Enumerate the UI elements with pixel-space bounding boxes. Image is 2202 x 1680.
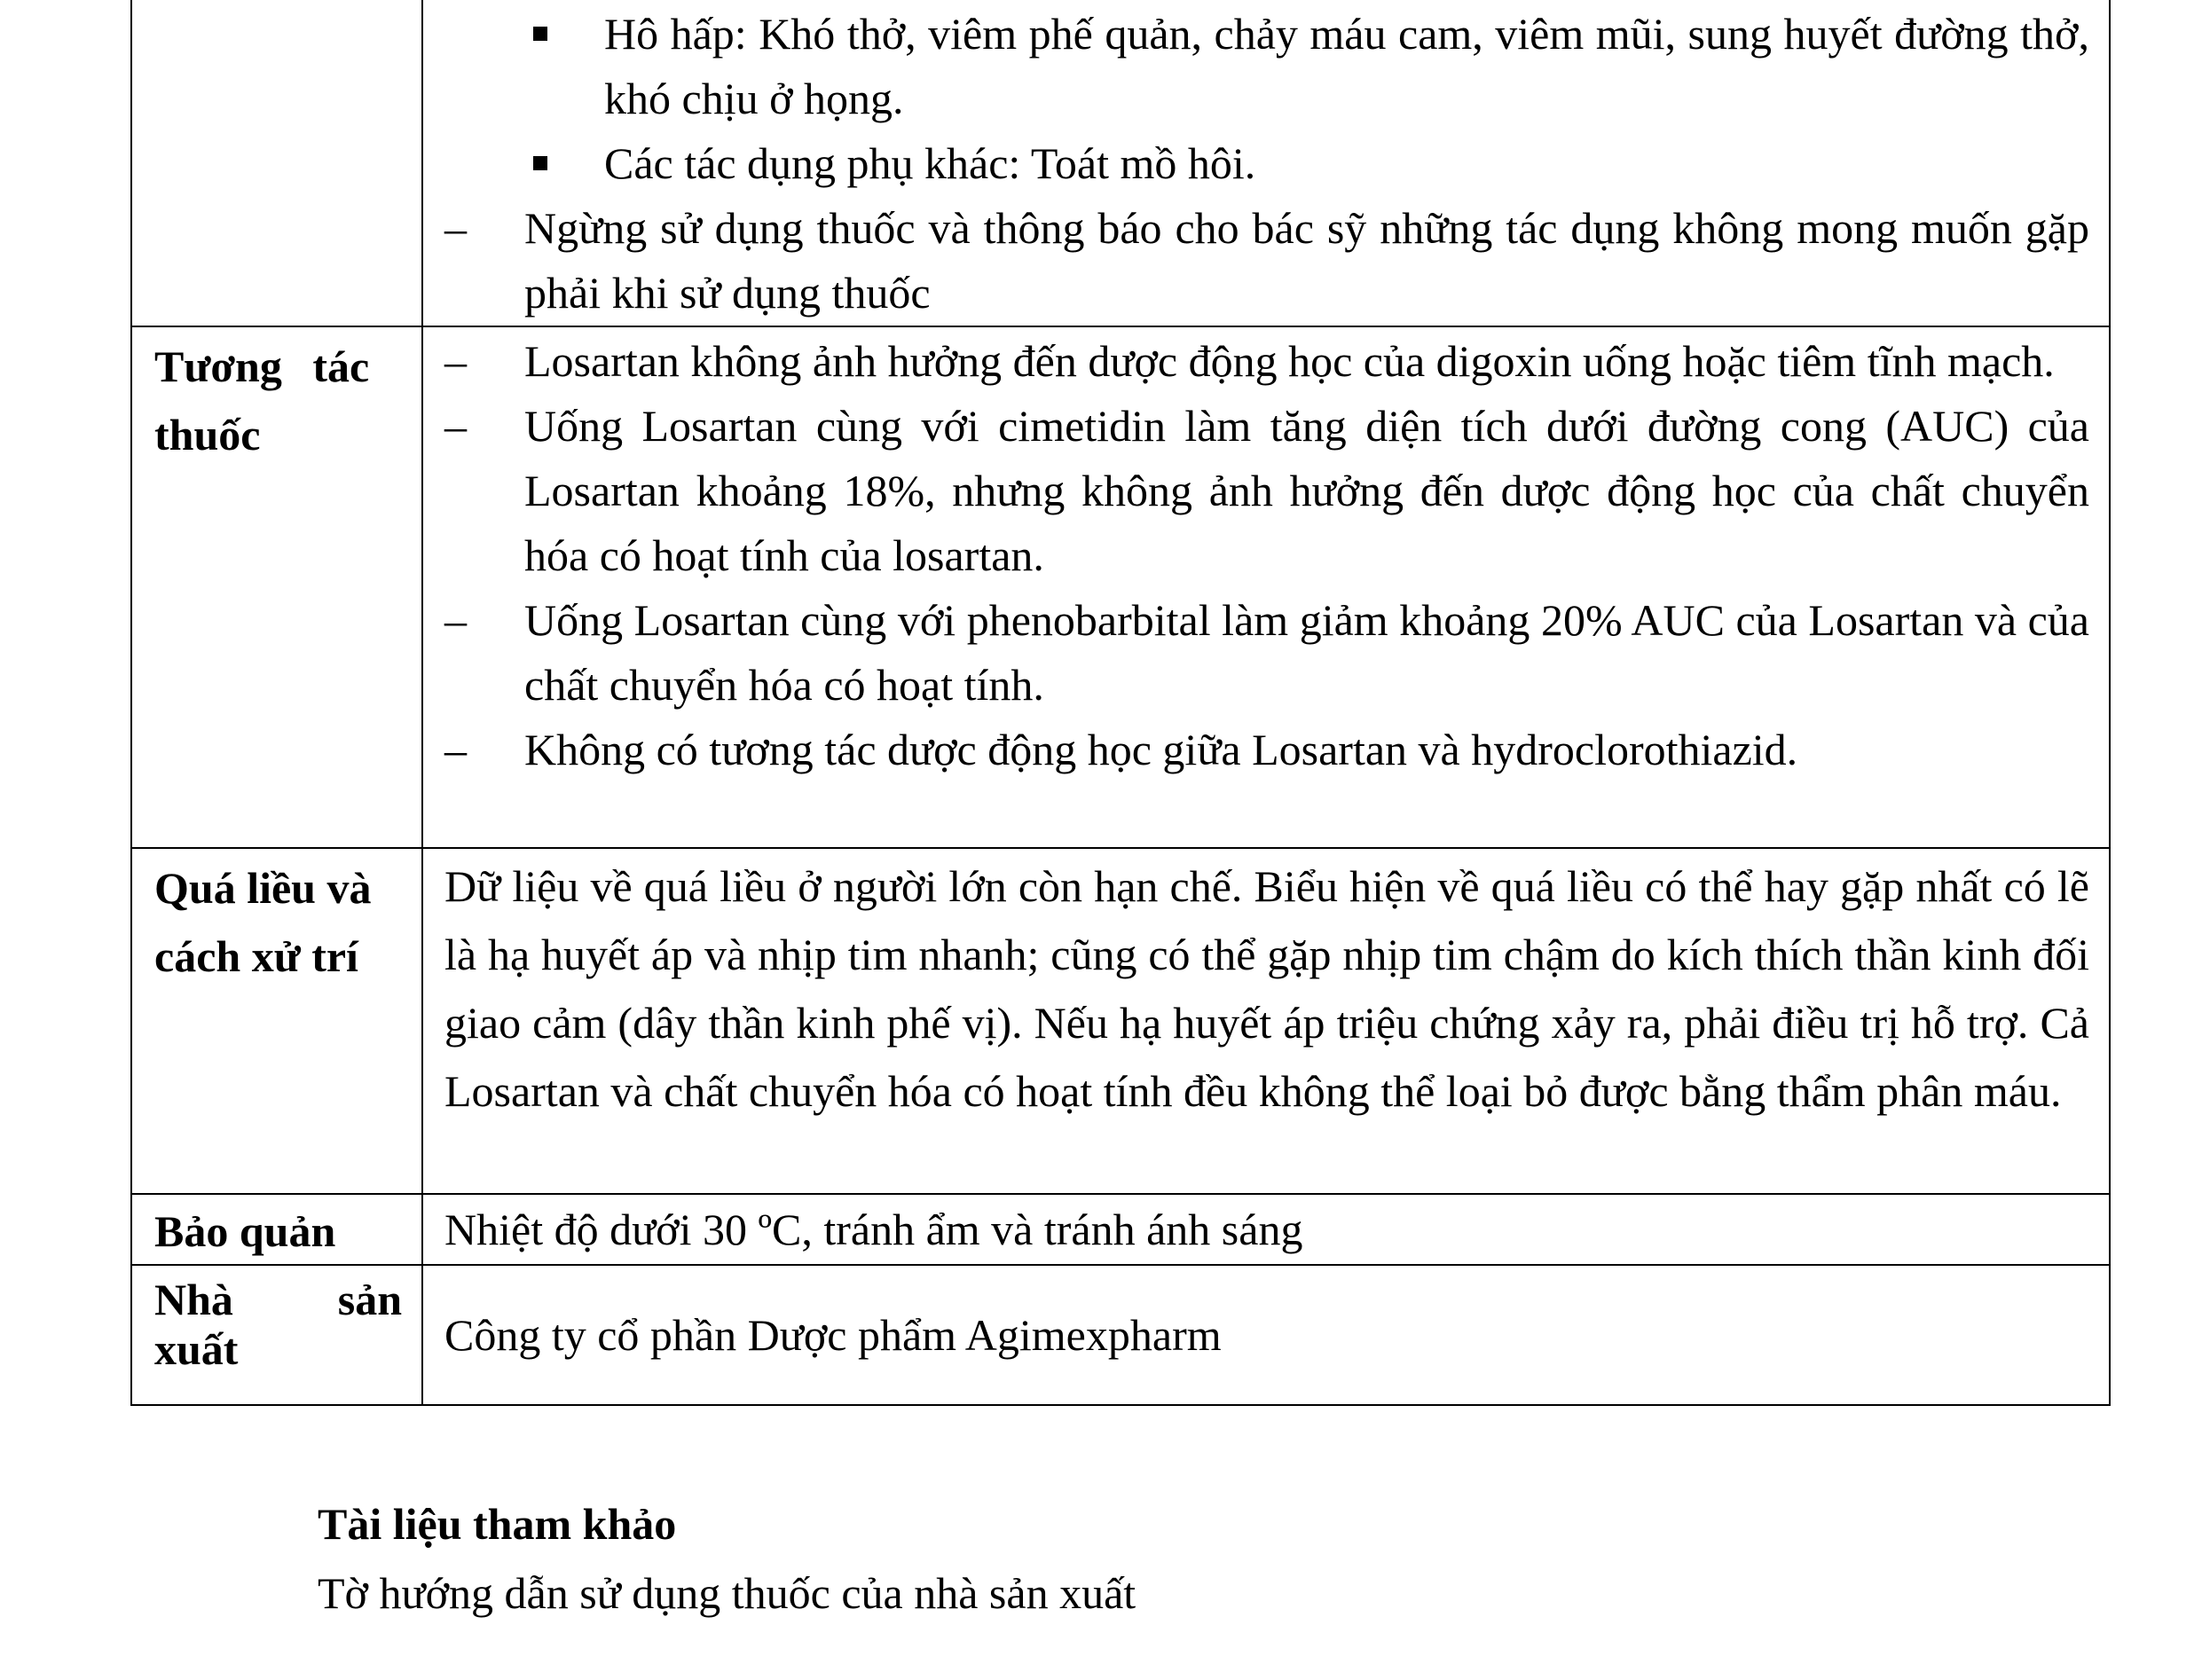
list-item-dash bbox=[444, 196, 2089, 326]
dash-item-text: Ngừng sử dụng thuốc và thông báo cho bác sỹ những tác dụng không mong muốn gặp phải khi sử dụng thuốc bbox=[524, 203, 2089, 318]
dash-item-text: Losartan không ảnh hưởng đến dược động học của digoxin uống hoặc tiêm tĩnh mạch. bbox=[524, 336, 2055, 386]
row-content-overdose bbox=[422, 848, 2110, 1194]
drug-info-table bbox=[130, 0, 2111, 1406]
dash-bullet-icon: – bbox=[444, 401, 467, 451]
references-section bbox=[318, 1497, 1136, 1620]
label-line: xuất bbox=[154, 1324, 239, 1374]
row-content-storage bbox=[422, 1194, 2110, 1265]
dash-item-text: Uống Losartan cùng với phenobarbital làm giảm khoảng 20% AUC của Losartan và của chất chuyển hóa có hoạt tính. bbox=[524, 595, 2089, 710]
table-row-overdose bbox=[131, 848, 2110, 1194]
dash-bullet-icon: – bbox=[444, 336, 467, 386]
row-content-side-effects bbox=[422, 0, 2110, 326]
list-item-bullet bbox=[444, 131, 2089, 196]
label-word: sản bbox=[337, 1275, 402, 1324]
row-label-manufacturer bbox=[131, 1265, 422, 1405]
references-text: Tờ hướng dẫn sử dụng thuốc của nhà sản xuất bbox=[318, 1568, 1136, 1618]
list-item-dash bbox=[444, 588, 2089, 718]
dash-item-text: Uống Losartan cùng với cimetidin làm tăng diện tích dưới đường cong (AUC) của Losartan khoảng 18%, nhưng không ảnh hưởng đến dược động học của chất chuyển hóa có hoạt tính của losartan. bbox=[524, 401, 2089, 580]
label-word: Nhà bbox=[154, 1275, 233, 1324]
dash-bullet-icon: – bbox=[444, 595, 467, 645]
list-item-dash bbox=[444, 718, 2089, 782]
list-item-bullet bbox=[444, 2, 2089, 131]
table-row-drug-interactions bbox=[131, 326, 2110, 848]
row-label-storage: Bảo quản bbox=[131, 1194, 422, 1265]
label-line: thuốc bbox=[154, 410, 261, 459]
row-content-drug-interactions bbox=[422, 326, 2110, 848]
storage-text: Nhiệt độ dưới 30 ºC, tránh ẩm và tránh ánh sáng bbox=[444, 1205, 1303, 1254]
label-line: Quá liều và bbox=[154, 863, 372, 913]
table-row-storage bbox=[131, 1194, 2110, 1265]
table-row-side-effects-continued bbox=[131, 0, 2110, 326]
label-line: Tương tác bbox=[154, 341, 370, 391]
dash-bullet-icon: – bbox=[444, 203, 467, 253]
bullet-text: Các tác dụng phụ khác: Toát mồ hôi. bbox=[604, 138, 1256, 188]
references-title: Tài liệu tham khảo bbox=[318, 1499, 677, 1549]
list-item-dash bbox=[444, 329, 2089, 394]
row-content-manufacturer bbox=[422, 1265, 2110, 1405]
row-label-overdose bbox=[131, 848, 422, 1194]
manufacturer-text: Công ty cổ phần Dược phẩm Agimexpharm bbox=[444, 1309, 1222, 1360]
label-line: cách xử trí bbox=[154, 931, 358, 981]
square-bullet-icon bbox=[533, 27, 547, 41]
square-bullet-icon bbox=[533, 156, 547, 170]
list-item-dash bbox=[444, 394, 2089, 588]
row-label-empty bbox=[131, 0, 422, 326]
dash-item-text: Không có tương tác dược động học giữa Losartan và hydroclorothiazid. bbox=[524, 725, 1798, 774]
dash-bullet-icon: – bbox=[444, 725, 467, 774]
bullet-text: Hô hấp: Khó thở, viêm phế quản, chảy máu cam, viêm mũi, sung huyết đường thở, khó chịu ở họng. bbox=[604, 9, 2089, 123]
label-line bbox=[154, 1275, 402, 1324]
row-label-drug-interactions bbox=[131, 326, 422, 848]
overdose-text: Dữ liệu về quá liều ở người lớn còn hạn chế. Biểu hiện về quá liều có thể hay gặp nhất có lẽ là hạ huyết áp và nhịp tim nhanh; cũng có thể gặp nhịp tim chậm do kích thích thần kinh đối giao cảm (dây thần kinh phế vị). Nếu hạ huyết áp triệu chứng xảy ra, phải điều trị hỗ trợ. Cả Losartan và chất chuyển hóa có hoạt tính đều không thể loại bỏ được bằng thẩm phân máu. bbox=[444, 861, 2089, 1116]
table-row-manufacturer bbox=[131, 1265, 2110, 1405]
